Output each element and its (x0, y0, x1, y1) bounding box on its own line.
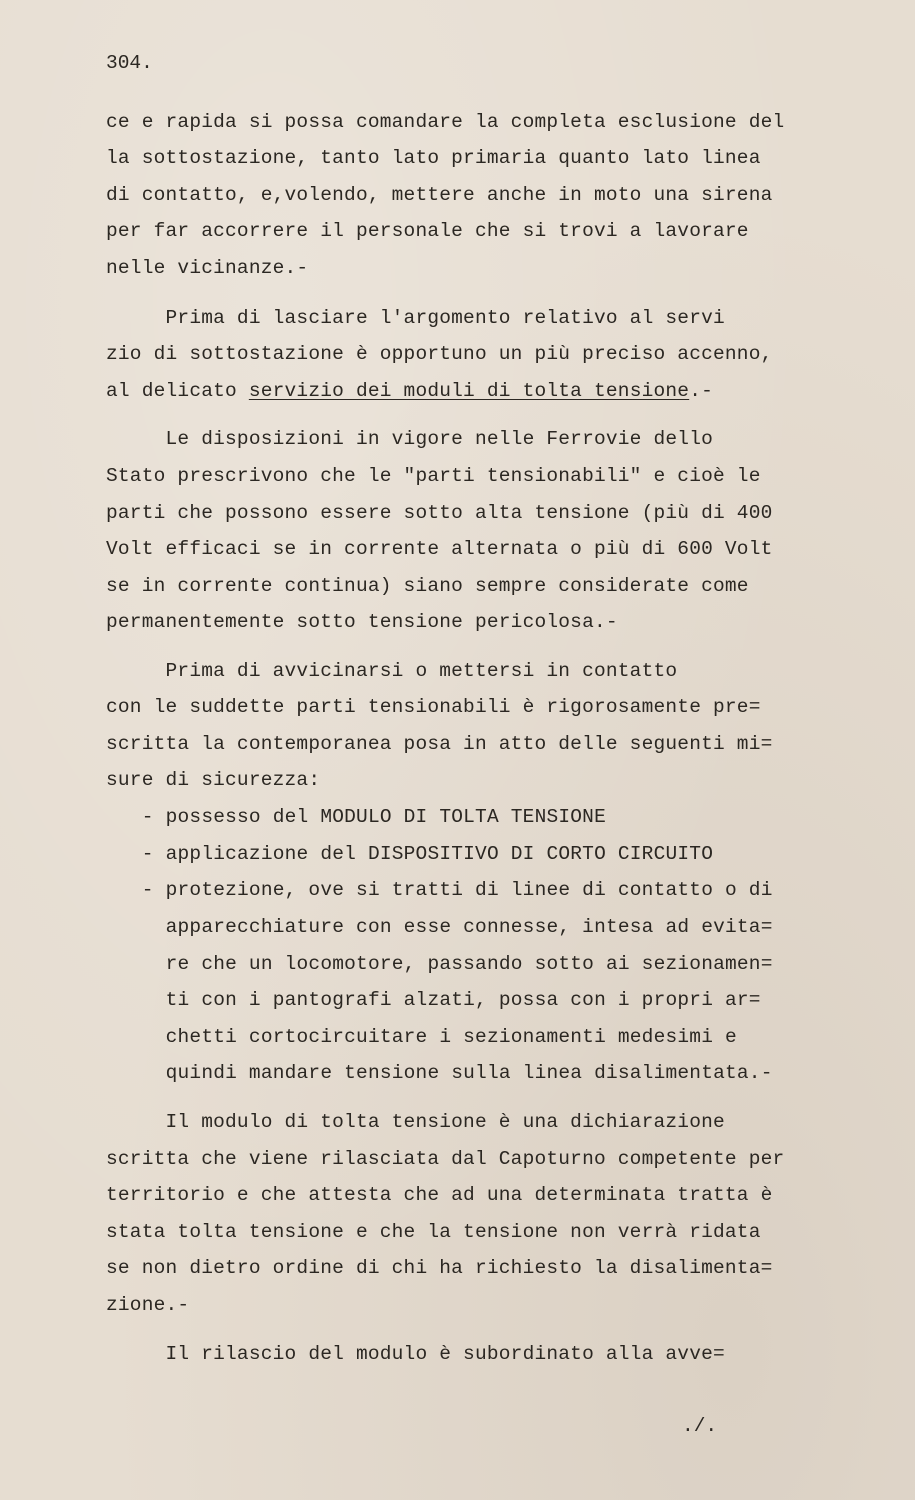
text-line: se non dietro ordine di chi ha richiesto la disalimenta= (106, 1257, 773, 1279)
text-line: zio di sottostazione è opportuno un più preciso accenno, (106, 343, 773, 365)
list-item-continuation: chetti cortocircuitare i sezionamenti medesimi e (118, 1026, 737, 1048)
text-line: se in corrente continua) siano sempre considerate come (106, 575, 749, 597)
list-item-continuation: apparecchiature con esse connesse, intesa ad evita= (118, 916, 773, 938)
text-line: di contatto, e,volendo, mettere anche in moto una sirena (106, 184, 773, 206)
text-line: permanentemente sotto tensione pericolosa.- (106, 611, 618, 633)
text-segment: .- (689, 380, 714, 402)
text-line: Le disposizioni in vigore nelle Ferrovie dello (106, 428, 713, 450)
text-line: parti che possono essere sotto alta tensione (più di 400 (106, 502, 773, 524)
text-line: scritta la contemporanea posa in atto delle seguenti mi= (106, 733, 773, 755)
text-line: con le suddette parti tensionabili è rigorosamente pre= (106, 696, 761, 718)
list-item-continuation: ti con i pantografi alzati, possa con i propri ar= (118, 989, 761, 1011)
text-line: scritta che viene rilasciata dal Capoturno competente per (106, 1148, 785, 1170)
text-line (106, 382, 713, 402)
list-item-continuation: quindi mandare tensione sulla linea disalimentata.- (118, 1062, 773, 1084)
text-line: Prima di avvicinarsi o mettersi in contatto (106, 660, 678, 682)
text-line: Il rilascio del modulo è subordinato alla avve= (106, 1343, 725, 1365)
text-line: Il modulo di tolta tensione è una dichiarazione (106, 1111, 725, 1133)
list-item: - protezione, ove si tratti di linee di contatto o di (118, 879, 773, 901)
text-line: sure di sicurezza: (106, 769, 321, 791)
text-segment: al delicato (106, 380, 249, 402)
text-line: Prima di lasciare l'argomento relativo al servi (106, 307, 725, 329)
underlined-phrase: servizio dei moduli di tolta tensione (248, 380, 690, 402)
text-line: ce e rapida si possa comandare la completa esclusione del (106, 111, 785, 133)
list-item-continuation: re che un locomotore, passando sotto ai sezionamen= (118, 953, 773, 975)
text-line: territorio e che attesta che ad una determinata tratta è (106, 1184, 773, 1206)
page-number: 304. (106, 52, 153, 74)
text-line: la sottostazione, tanto lato primaria quanto lato linea (106, 147, 761, 169)
text-line: Stato prescrivono che le "parti tensionabili" e cioè le (106, 465, 761, 487)
text-line: zione.- (106, 1294, 190, 1316)
text-line: stata tolta tensione e che la tensione non verrà ridata (106, 1221, 761, 1243)
continuation-mark: ./. (682, 1415, 718, 1437)
text-line: per far accorrere il personale che si trovi a lavorare (106, 220, 749, 242)
text-line: nelle vicinanze.- (106, 257, 309, 279)
list-item: - applicazione del DISPOSITIVO DI CORTO CIRCUITO (118, 843, 714, 865)
list-item: - possesso del MODULO DI TOLTA TENSIONE (118, 806, 606, 828)
text-line: Volt efficaci se in corrente alternata o più di 600 Volt (106, 538, 773, 560)
